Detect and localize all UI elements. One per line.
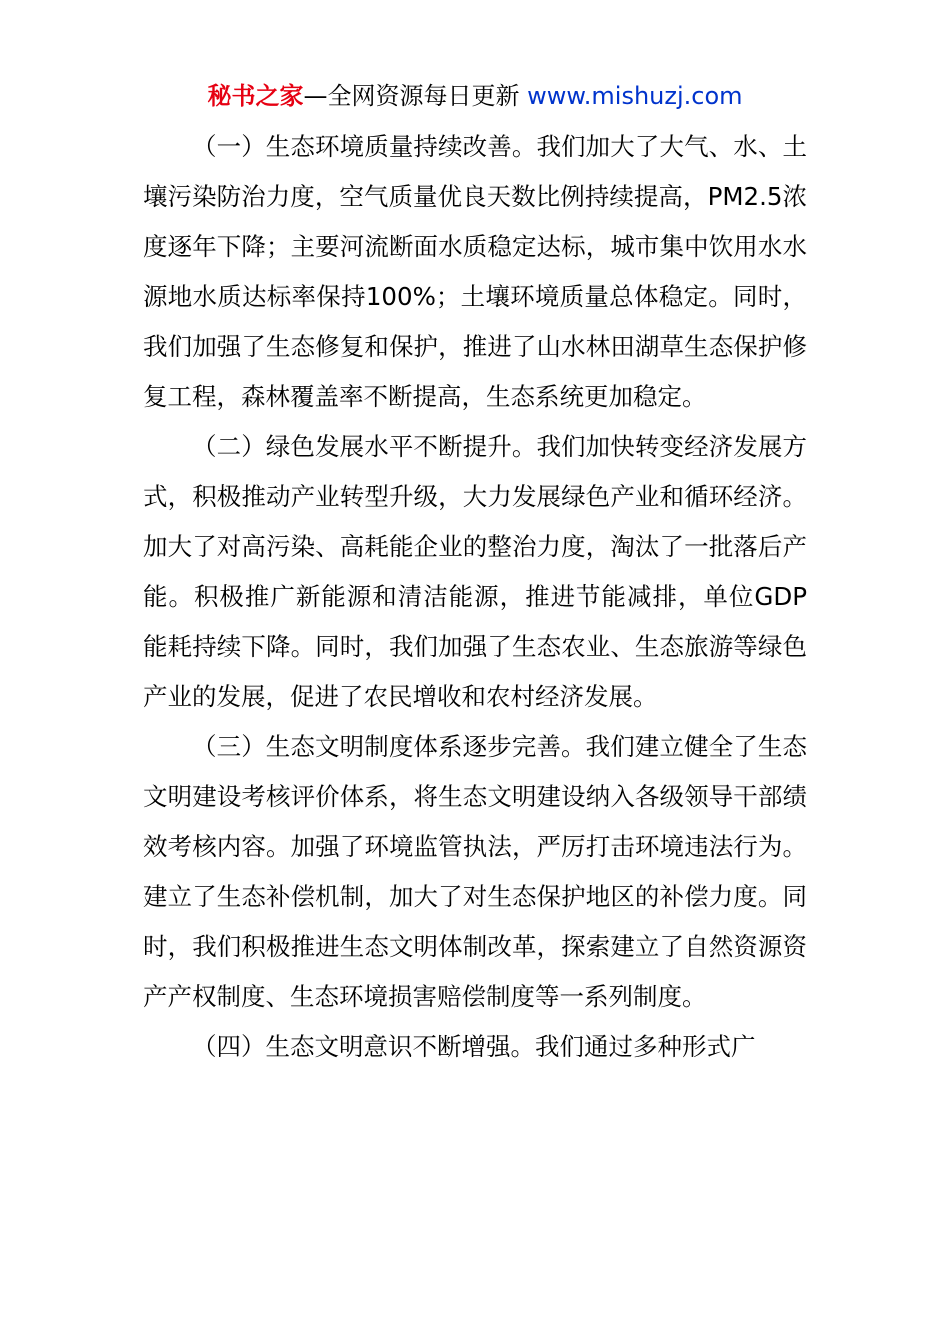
paragraph-green-development: （二）绿色发展水平不断提升。我们加快转变经济发展方式，积极推动产业转型升级，大力发展绿色产业和循环经济。加大了对高污染、高耗能企业的整治力度，淘汰了一批落后产能。积极推广新能源和清洁能源，推进节能减排，单位GDP能耗持续下降。同时，我们加强了生态农业、生态旅游等绿色产业的发展，促进了农民增收和农村经济发展。 [143, 432, 807, 711]
brand-name: 秘书之家 [207, 82, 304, 110]
document-header [0, 80, 950, 112]
header-tagline: —全网资源每日更新 [303, 82, 520, 110]
paragraph-institutional-system: （三）生态文明制度体系逐步完善。我们建立健全了生态文明建设考核评价体系，将生态文明建设纳入各级领导干部绩效考核内容。加强了环境监管执法，严厉打击环境违法行为。建立了生态补偿机制，加大了对生态保护地区的补偿力度。同时，我们积极推进生态文明体制改革，探索建立了自然资源资产产权制度、生态环境损害赔偿制度等一系列制度。 [143, 732, 807, 1011]
document-body [143, 122, 807, 1072]
site-url-link[interactable]: www.mishuzj.com [527, 82, 743, 110]
paragraph-ecological-awareness: （四）生态文明意识不断增强。我们通过多种形式广 [192, 1032, 756, 1061]
paragraph-ecological-quality: （一）生态环境质量持续改善。我们加大了大气、水、土壤污染防治力度，空气质量优良天数比例持续提高，PM2.5浓度逐年下降；主要河流断面水质稳定达标，城市集中饮用水水源地水质达标率保持100%；土壤环境质量总体稳定。同时，我们加强了生态修复和保护，推进了山水林田湖草生态保护修复工程，森林覆盖率不断提高，生态系统更加稳定。 [143, 132, 807, 411]
